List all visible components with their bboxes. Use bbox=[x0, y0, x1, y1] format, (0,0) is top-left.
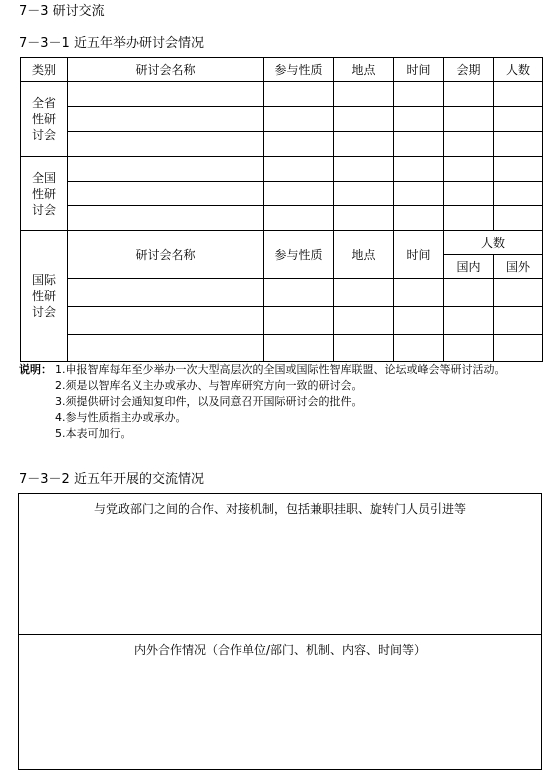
table-row bbox=[21, 157, 543, 182]
table-row bbox=[21, 107, 543, 132]
header-time: 时间 bbox=[394, 58, 444, 82]
subsection-title-seminars: 7－3－1 近五年举办研讨会情况 bbox=[19, 36, 204, 51]
header-seminar-name: 研讨会名称 bbox=[68, 58, 264, 82]
header-participation: 参与性质 bbox=[264, 58, 334, 82]
box-caption: 与党政部门之间的合作、对接机制，包括兼职挂职、旋转门人员引进等 bbox=[93, 502, 466, 516]
note-item: 3.须提供研讨会通知复印件，以及同意召开国际研讨会的批件。 bbox=[55, 395, 363, 408]
party-government-cooperation-box[interactable] bbox=[18, 493, 542, 635]
intl-header-domestic: 国内 bbox=[444, 255, 494, 279]
header-row bbox=[21, 58, 543, 82]
box-caption: 内外合作情况（合作单位/部门、机制、内容、时间等） bbox=[133, 643, 427, 657]
table-row bbox=[21, 132, 543, 157]
category-provincial: 全省 性研 讨会 bbox=[21, 82, 68, 157]
table-row bbox=[21, 206, 543, 231]
header-attendees: 人数 bbox=[494, 58, 543, 82]
note-item: 2.须是以智库名义主办或承办、与智库研究方向一致的研讨会。 bbox=[55, 379, 363, 392]
note-item: 说明： 1.申报智库每年至少举办一次大型高层次的全国或国际性智库联盟、论坛或峰会等研讨活动。 bbox=[19, 363, 506, 376]
intl-header-attendees: 人数 bbox=[444, 231, 543, 255]
category-national: 全国 性研 讨会 bbox=[21, 157, 68, 231]
table-row bbox=[21, 279, 543, 307]
table-row bbox=[21, 182, 543, 206]
header-place: 地点 bbox=[334, 58, 394, 82]
intl-header-participation: 参与性质 bbox=[264, 231, 334, 279]
note-item: 4.参与性质指主办或承办。 bbox=[55, 411, 187, 424]
category-international: 国际 性研 讨会 bbox=[21, 231, 68, 362]
intl-header-foreign: 国外 bbox=[494, 255, 543, 279]
intl-header-place: 地点 bbox=[334, 231, 394, 279]
intl-header-row bbox=[21, 231, 543, 255]
table-row bbox=[21, 307, 543, 335]
internal-external-cooperation-box[interactable] bbox=[18, 634, 542, 770]
header-category: 类别 bbox=[21, 58, 68, 82]
seminar-table bbox=[20, 57, 543, 362]
table-row bbox=[21, 335, 543, 362]
notes-label: 说明： bbox=[19, 363, 52, 376]
note-item: 5.本表可加行。 bbox=[55, 427, 132, 440]
header-duration: 会期 bbox=[444, 58, 494, 82]
notes bbox=[19, 362, 506, 442]
subsection-title-exchanges: 7－3－2 近五年开展的交流情况 bbox=[19, 472, 204, 487]
intl-header-name: 研讨会名称 bbox=[68, 231, 264, 279]
table-row bbox=[21, 82, 543, 107]
section-title: 7－3 研讨交流 bbox=[19, 4, 105, 19]
intl-header-time: 时间 bbox=[394, 231, 444, 279]
